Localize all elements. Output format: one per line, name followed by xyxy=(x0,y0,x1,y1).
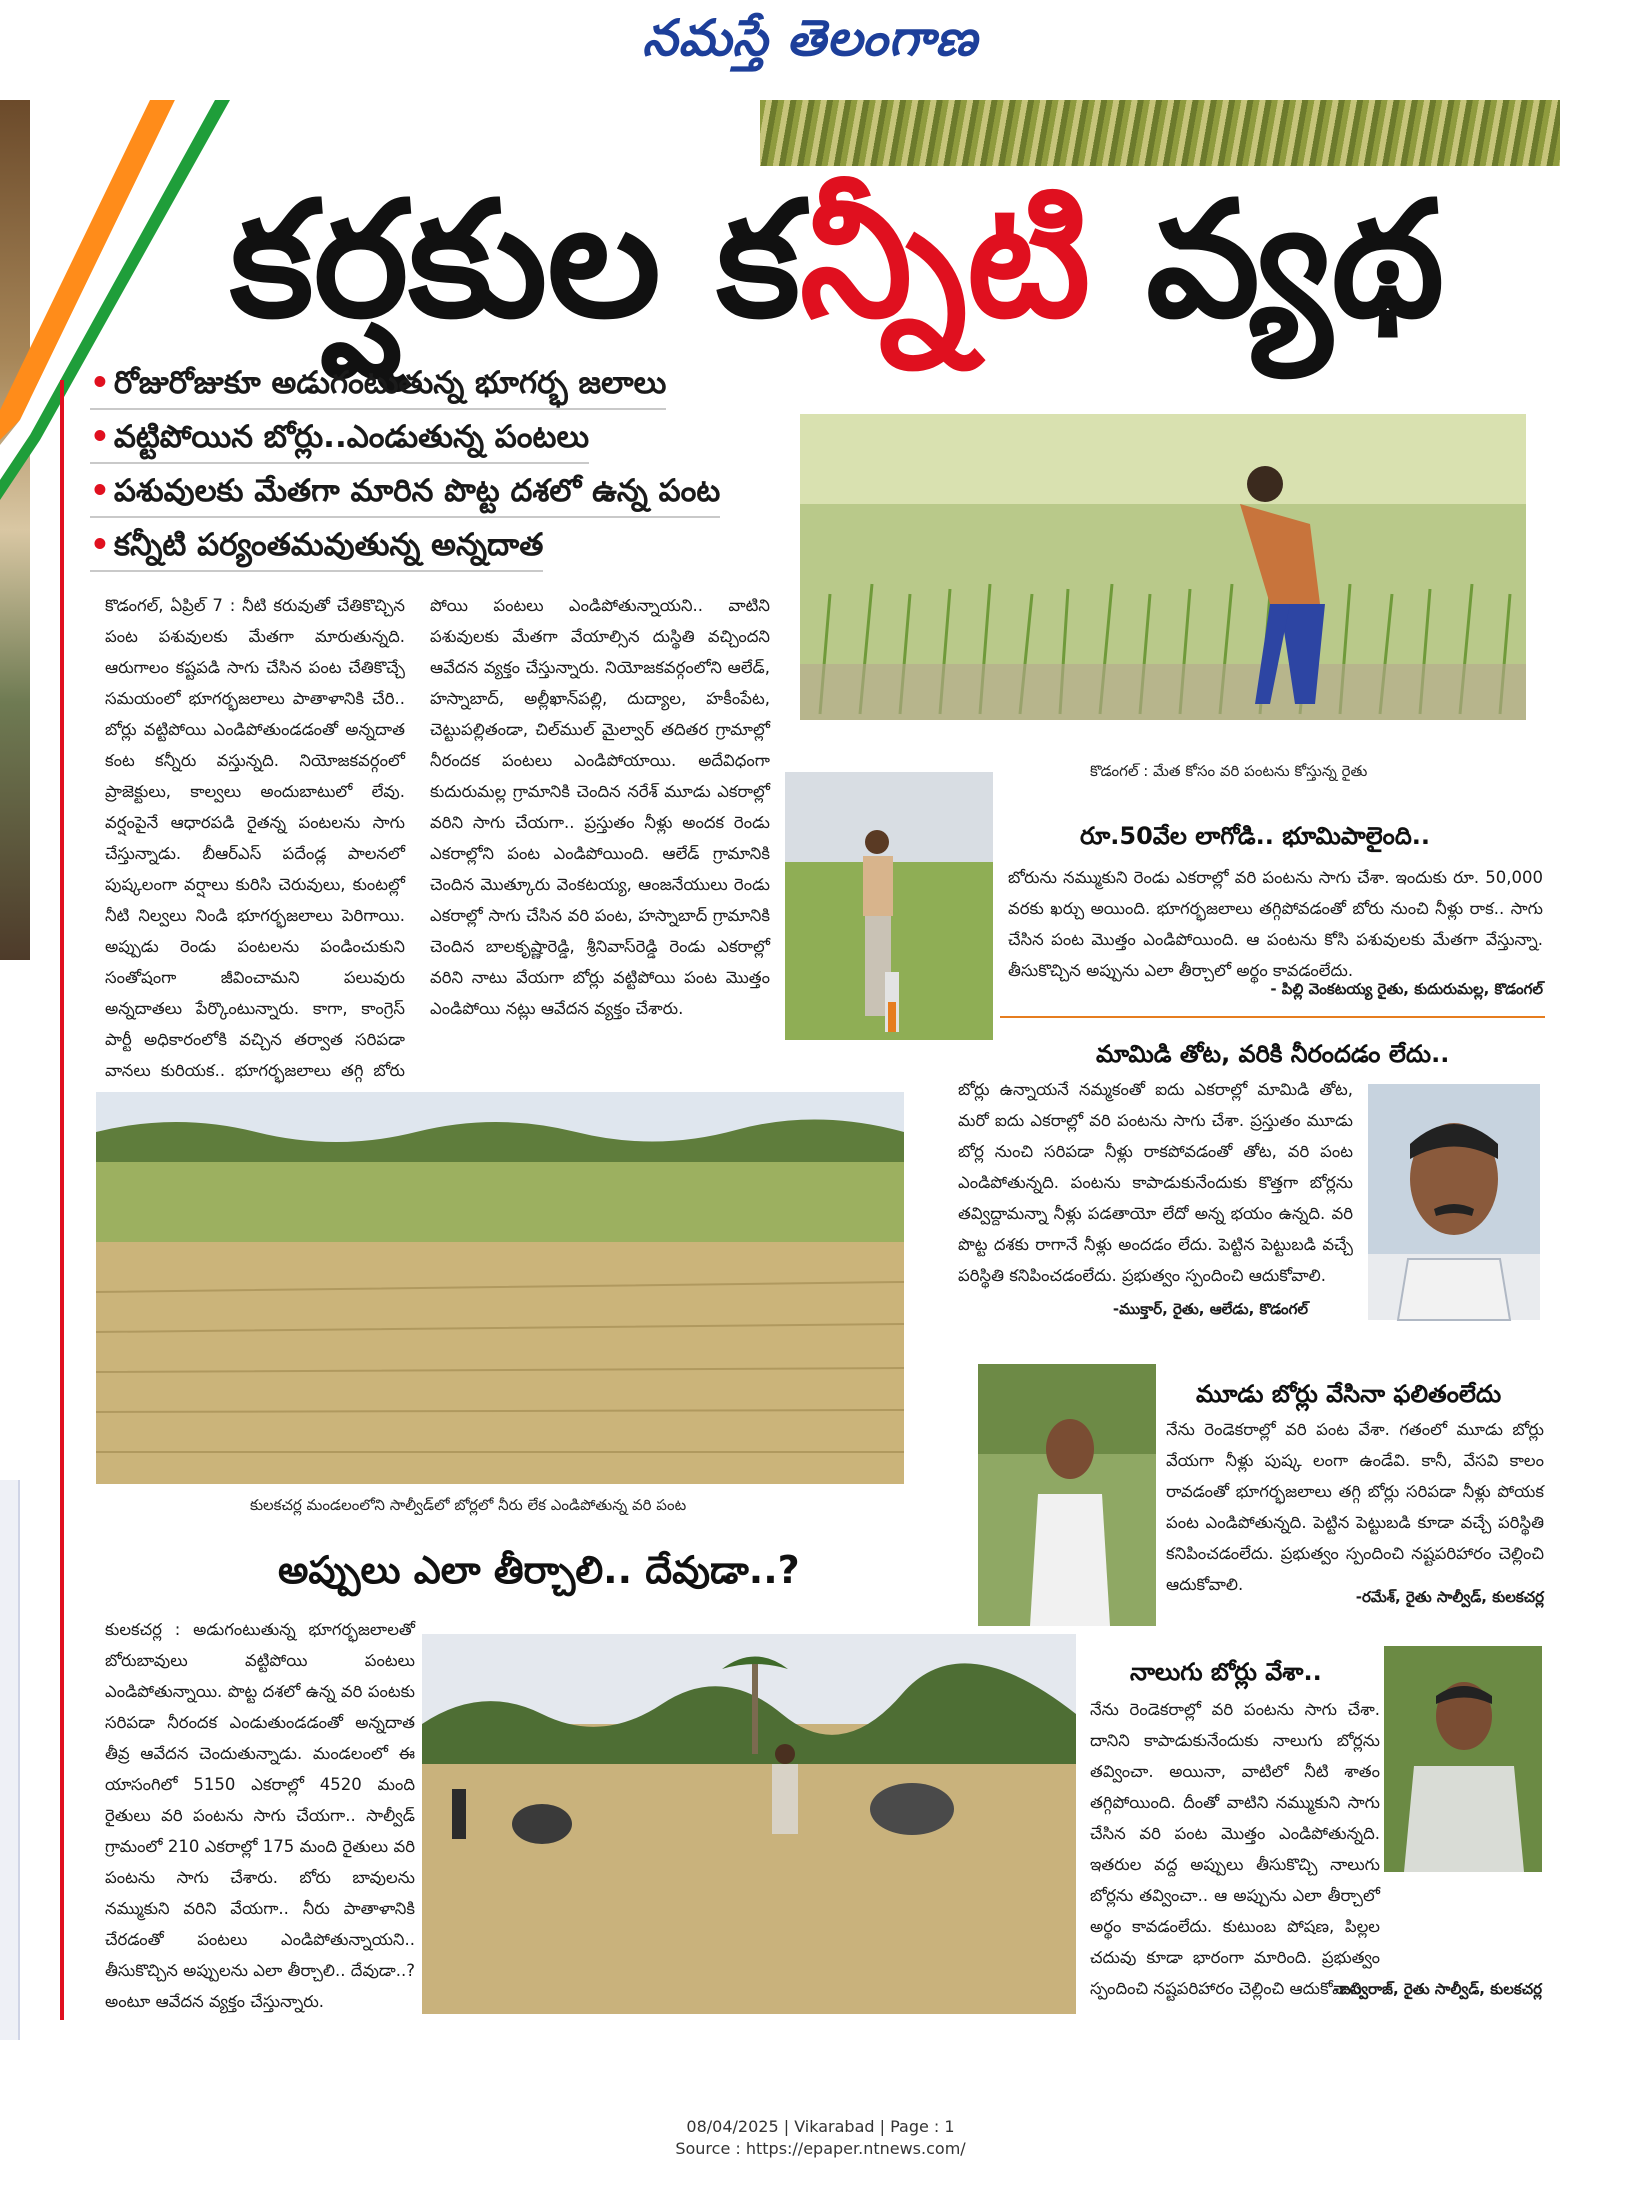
caption-cutting: కొడంగల్‌ : మేత కోసం వరి పంటను కోస్తున్న రైతు xyxy=(1090,762,1368,780)
left-edge-column xyxy=(0,1480,20,2040)
bullet-item: • పశువులకు మేతగా మారిన పొట్ట దశలో ఉన్న పంట xyxy=(90,468,720,518)
main-story-col2: పోయి పంటలు ఎండిపోతున్నాయని.. వాటిని పశువులకు మేతగా వేయాల్సిన దుస్థితి వచ్చిందని ఆవేదన వ్యక్తం చేస్తున్నారు. నియోజకవర్గంలోని ఆలేడ్‌, హస్నాబాద్‌, అల్లీఖాన్‌పల్లి, దుద్యాల, హకీంపేట, చెట్టుపల్లితండా, చిల్‌ముల్‌ మైల్వార్‌ తదితర గ్రామాల్లో నీరందక పంటలు ఎండిపోయాయి. అదేవిధంగా కుదురుమల్ల గ్రామానికి చెందిన నరేశ్‌ మూడు ఎకరాల్లో వరిని సాగు చేయగా.. ప్రస్తుతం నీళ్లు అందక రెండు ఎకరాల్లోని పంట ఎండిపోయింది. ఆలేడ్‌ గ్రామానికి చెందిన మొత్కూరు వెంకటయ్య, ఆంజనేయులు రెండు ఎకరాల్లో సాగు చేసిన వరి పంట, హస్నాబాద్‌ గ్రామానికి చెందిన బాలకృష్ణారెడ్డి, శ్రీనివాస్‌రెడ్డి రెండు ఎకరాల్లో వరిని నాటు వేయగా బోర్లు వట్టిపోయి పంట మొత్తం ఎండిపోయి నట్లు ఆవేదన వ్యక్తం చేశారు. xyxy=(430,596,770,1018)
footer-source: Source : https://epaper.ntnews.com/ xyxy=(675,2139,966,2158)
photo-baswaraj xyxy=(1384,1646,1542,1872)
box1-headline: రూ.50వేల లాగోడి.. భూమిపాలైంది.. xyxy=(1080,822,1431,850)
box2-headline: మామిడి తోట, వరికి నీరందడం లేదు.. xyxy=(1096,1040,1450,1068)
photo-ramesh xyxy=(978,1364,1156,1626)
photo-buffaloes-grazing xyxy=(422,1634,1076,2014)
box2-body: బోర్లు ఉన్నాయనే నమ్మకంతో ఐదు ఎకరాల్లో మామిడి తోట, మరో ఐదు ఎకరాల్లో వరి పంటను సాగు చేశా. ప్రస్తుతం మూడు బోర్ల నుంచి సరిపడా నీళ్లు రాకపోవడంతో తోట, వరి పంట ఎండిపోతున్నది. పంటను కాపాడుకునేందుకు కొత్తగా బోర్లను తవ్విద్దామన్నా నీళ్లు పడతాయో లేదో అన్న భయం ఉన్నది. వరి పొట్ట దశకు రాగానే నీళ్లు అందడం లేదు. పెట్టిన పెట్టుబడి వచ్చే పరిస్థితి కనిపించడంలేదు. ప్రభుత్వం స్పందించి ఆదుకోవాలి. xyxy=(958,1080,1353,1285)
photo-muktar xyxy=(1368,1084,1540,1320)
headline: కర్షకుల కన్నీటి వ్యథ xyxy=(230,166,1445,353)
photo-farmer-cutting xyxy=(800,414,1526,720)
page-footer xyxy=(0,2116,1641,2160)
box4-body: నేను రెండెకరాల్లో వరి పంటను సాగు చేశా. దానిని కాపాడుకునేందుకు నాలుగు బోర్లను తవ్వించా. అయినా, వాటిలో నీటి శాతం తగ్గిపోయింది. దీంతో వాటిని నమ్ముకుని సాగు చేసిన వరి పంట మొత్తం ఎండిపోతున్నది. ఇతరుల వద్ద అప్పులు తీసుకొచ్చి నాలుగు బోర్లను తవ్వించా.. ఆ అప్పును ఎలా తీర్చాలో అర్థం కావడంలేదు. కుటుంబ పోషణ, పిల్లల చదువు కూడా భారంగా మారింది. ప్రభుత్వం స్పందించి నష్టపరిహారం చెల్లించి ఆదుకోవాలి. xyxy=(1090,1700,1380,1998)
orange-divider xyxy=(1000,1016,1545,1018)
box2-credit: -ముక్తార్‌, రైతు, ఆలేడు, కొడంగల్‌ xyxy=(1112,1300,1308,1318)
second-story-body: కులకచర్ల : అడుగంటుతున్న భూగర్భజలాలతో బోరుబావులు వట్టిపోయి పంటలు ఎండిపోతున్నాయి. పొట్ట దశలో ఉన్న వరి పంటకు సరిపడా నీరందక ఎండుతుండడంతో అన్నదాత తీవ్ర ఆవేదన చెందుతున్నాడు. మండలంలో ఈ యాసంగిలో 5150 ఎకరాల్లో 4520 మంది రైతులు వరి పంటను సాగు చేయగా.. సాల్వీడ్‌ గ్రామంలో 210 ఎకరాల్లో 175 మంది రైతులు వరి పంటను సాగు చేశారు. బోరు బావులను నమ్ముకుని వరిని వేయగా.. నీరు పాతాళానికి చేరడంతో పంటలు ఎండిపోతున్నాయని.. తీసుకొచ్చిన అప్పులను ఎలా తీర్చాలి.. దేవుడా..? అంటూ ఆవేదన వ్యక్తం చేస్తున్నారు. xyxy=(105,1620,415,2011)
box1-credit: - పిల్లి వెంకటయ్య రైతు, కుదురుమల్ల, కొడంగల్‌ xyxy=(1270,980,1543,998)
box4-headline: నాలుగు బోర్లు వేశా.. xyxy=(1130,1658,1322,1686)
box3-headline: మూడు బోర్లు వేసినా ఫలితంలేదు xyxy=(1196,1380,1502,1408)
bullet-list xyxy=(90,360,720,576)
photo-standing-farmer xyxy=(785,772,993,1040)
bullet-item: • వట్టిపోయిన బోర్లు..ఎండుతున్న పంటలు xyxy=(90,414,589,464)
bullet-item: • రోజురోజుకూ అడుగంటుతున్న భూగర్భ జలాలు xyxy=(90,360,666,410)
bullet-item: • కన్నీటి పర్యంతమవుతున్న అన్నదాత xyxy=(90,522,543,572)
second-story-headline: అప్పులు ఎలా తీర్చాలి.. దేవుడా..? xyxy=(278,1548,800,1592)
caption-dry-field: కులకచర్ల మండలంలోని సాల్వీడ్‌లో బోర్లలో నీరు లేక ఎండిపోతున్న వరి పంట xyxy=(250,1496,687,1514)
box3-body: నేను రెండెకరాల్లో వరి పంట వేశా. గతంలో మూడు బోర్లు వేయగా నీళ్లు పుష్క లంగా ఉండేవి. కానీ, వేసవి కాలం రావడంతో భూగర్భజలాలు తగ్గి బోర్లు సరిపడా నీళ్లు పోయక పంట ఎండిపోతున్నది. పెట్టిన పెట్టుబడి కూడా వచ్చే పరిస్థితి కనిపించడంలేదు. ప్రభుత్వం స్పందించి నష్టపరిహారం చెల్లించి ఆదుకోవాలి. xyxy=(1166,1420,1544,1594)
footer-date-edition: 08/04/2025 | Vikarabad | Page : 1 xyxy=(686,2117,955,2136)
main-story-col1: కొడంగల్‌, ఏప్రిల్‌ 7 : నీటి కరువుతో చేతికొచ్చిన పంట పశువులకు మేతగా మారుతున్నది. ఆరుగాలం కష్టపడి సాగు చేసిన పంట చేతికొచ్చే సమయంలో భూగర్భజలాలు పాతాళానికి చేరి.. బోర్లు వట్టిపోయి ఎండిపోతుండడంతో అన్నదాత కంట కన్నీరు వస్తున్నది. నియోజకవర్గంలో ప్రాజెక్టులు, కాల్వలు అందుబాటులో లేవు. వర్షంపైనే ఆధారపడి రైతన్న పంటలను సాగు చేస్తున్నాడు. బీఆర్‌ఎస్‌ పదేండ్ల పాలనలో పుష్కలంగా వర్షాలు కురిసి చెరువులు, కుంటల్లో నీటి నిల్వలు నిండి భూగర్భజలాలు పెరిగాయి. అప్పుడు రెండు పంటలను పండించుకుని సంతోషంగా జీవించామని పలువురు అన్నదాతలు పేర్కొంటున్నారు. కాగా, కాంగ్రెస్‌ పార్టీ అధికారంలోకి వచ్చిన తర్వాత సరిపడా వానలు కురియక.. భూగర్భజలాలు తగ్గి బోరు xyxy=(105,596,405,1080)
box4-credit: -బస్వరాజ్‌, రైతు సాల్వీడ్‌, కులకచర్ల xyxy=(1333,1980,1542,1998)
photo-dry-field xyxy=(96,1092,904,1484)
box3-credit: -రమేశ్‌, రైతు సాల్వీడ్‌, కులకచర్ల xyxy=(1355,1588,1544,1606)
box1-body: బోరును నమ్ముకుని రెండు ఎకరాల్లో వరి పంటను సాగు చేశా. ఇందుకు రూ. 50,000 వరకు ఖర్చు అయింది. భూగర్భజలాలు తగ్గిపోవడంతో బోరు నుంచి నీళ్లు రాక.. సాగు చేసిన పంట మొత్తం ఎండిపోయింది. ఆ పంటను కోసి పశువులకు మేతగా వేస్తున్నా. తీసుకొచ్చిన అప్పును ఎలా తీర్చాలో అర్థం కావడంలేదు. xyxy=(1008,868,1543,980)
masthead-title: నమస్తే తెలంగాణ xyxy=(642,8,978,67)
red-rule xyxy=(60,380,64,2020)
